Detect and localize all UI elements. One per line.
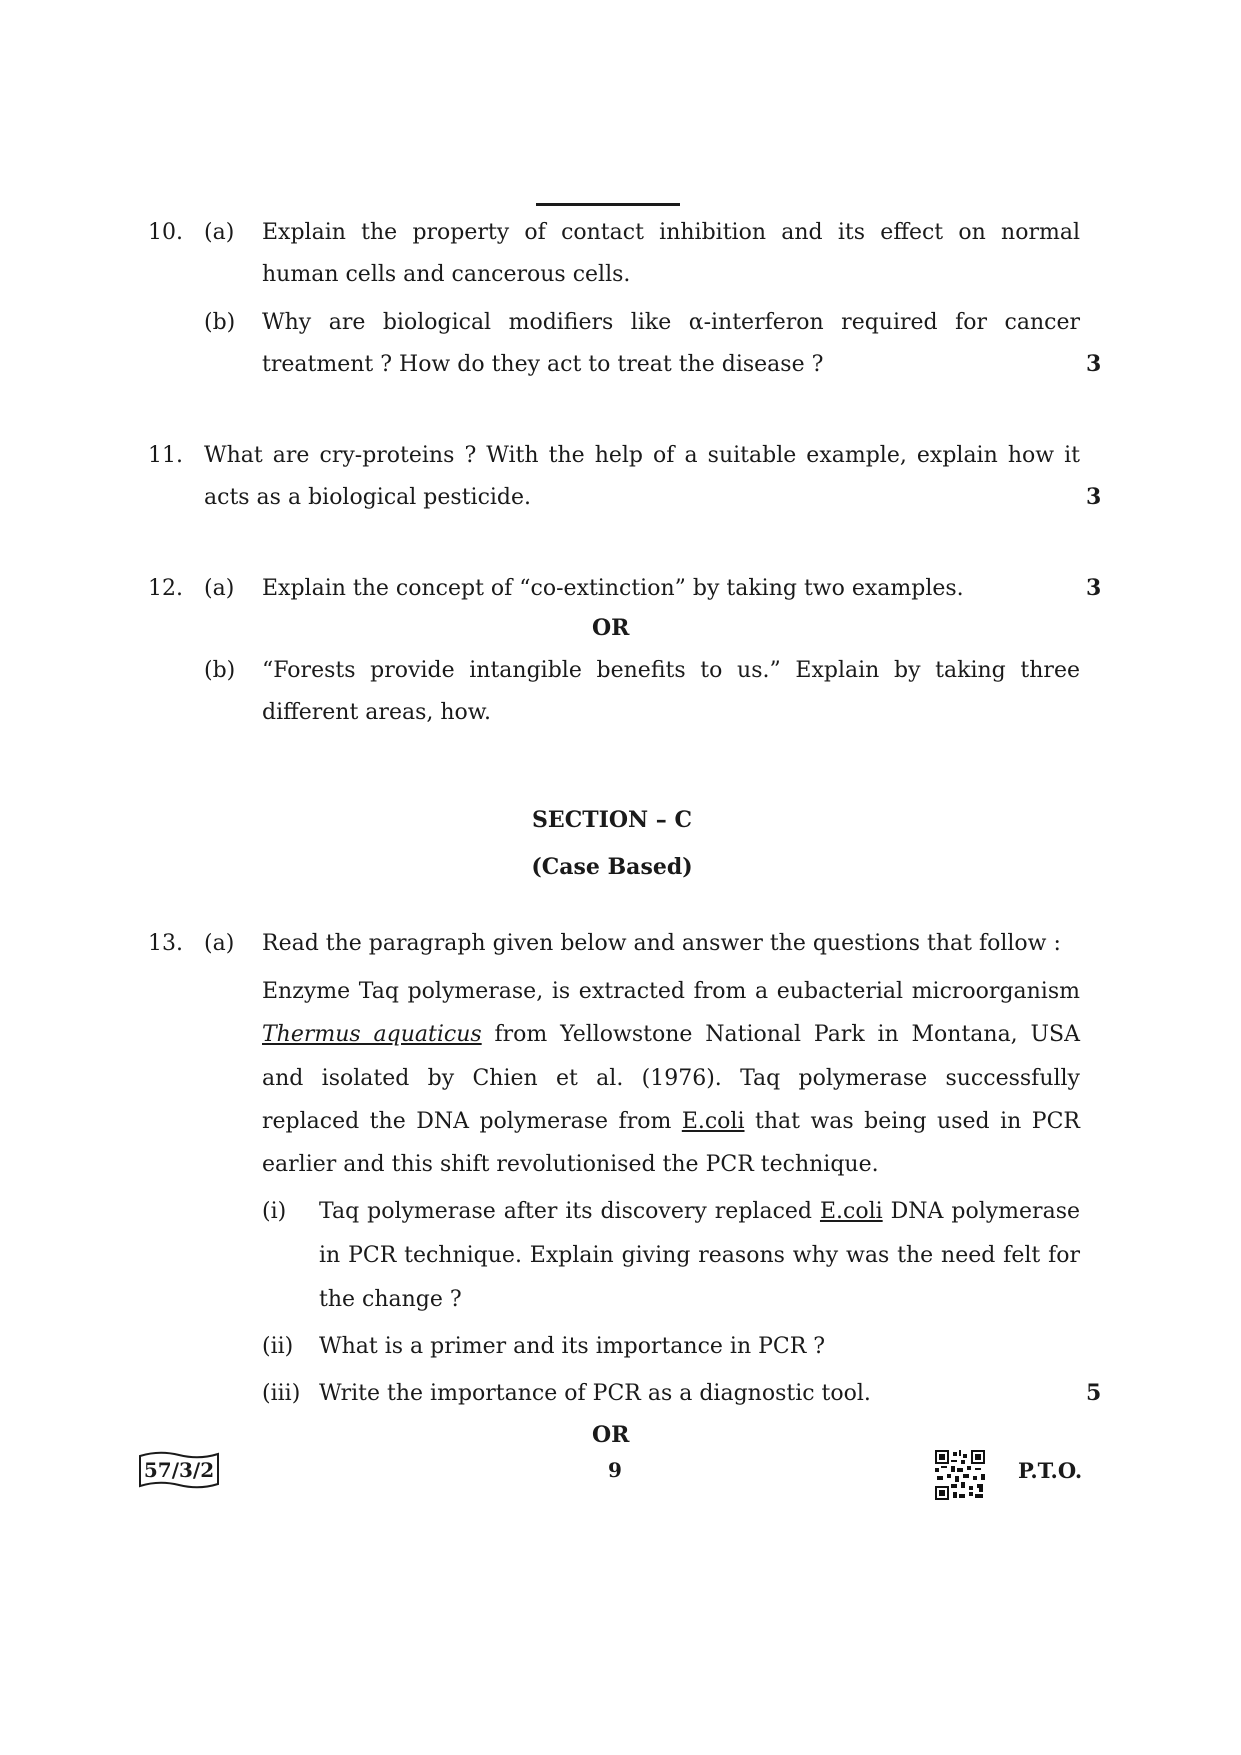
q13-para-line4-a: replaced the DNA polymerase from (262, 1109, 682, 1134)
q13-ii-label: (ii) (262, 1334, 294, 1359)
paper-code: 57/3/2 (143, 1458, 215, 1482)
q13-para-line4-b: that was being used in PCR (744, 1109, 1080, 1134)
q13-intro: Read the paragraph given below and answer the questions that follow : (262, 931, 1061, 956)
species-name: Thermus aquaticus (262, 1022, 482, 1047)
q13-para-line2-rest: from Yellowstone National Park in Montana, USA (481, 1022, 1080, 1047)
q10-a-line2: human cells and cancerous cells. (262, 262, 631, 287)
q10-a-label: (a) (204, 220, 235, 245)
q13-a-label: (a) (204, 931, 235, 956)
q13-i-line1-a: Taq polymerase after its discovery replaced (319, 1199, 820, 1224)
pto-label: P.T.O. (1018, 1458, 1083, 1483)
q13-marks: 5 (1086, 1380, 1102, 1406)
q10-b-line2: treatment ? How do they act to treat the disease ? (262, 352, 824, 377)
page-number: 9 (608, 1458, 622, 1482)
q12-b-label: (b) (204, 658, 236, 683)
q11-line2: acts as a biological pesticide. (204, 485, 532, 510)
q13-para-line3: and isolated by Chien et al. (1976). Taq polymerase successfully (262, 1066, 1080, 1091)
q12-b-line2: different areas, how. (262, 700, 491, 725)
q11-number: 11. (148, 443, 183, 468)
q12-b-line1: “Forests provide intangible benefits to us.” Explain by taking three (262, 658, 1080, 683)
q13-number: 13. (148, 931, 183, 956)
q13-para-line4 (262, 1101, 1080, 1142)
section-title: SECTION – C (532, 807, 692, 833)
q13-i-line2: in PCR technique. Explain giving reasons why was the need felt for (319, 1243, 1080, 1268)
q10-number: 10. (148, 220, 183, 245)
q13-i-label: (i) (262, 1199, 287, 1224)
q10-a-line1: Explain the property of contact inhibition and its effect on normal (262, 220, 1080, 245)
q10-b-label: (b) (204, 310, 236, 335)
qr-code-icon (935, 1450, 985, 1500)
q13-para-line1: Enzyme Taq polymerase, is extracted from a eubacterial microorganism (262, 979, 1080, 1004)
ecoli-term: E.coli (819, 1199, 883, 1224)
q13-i-line3: the change ? (319, 1287, 462, 1312)
q13-para-line5: earlier and this shift revolutionised the PCR technique. (262, 1152, 879, 1177)
q13-ii-line1: What is a primer and its importance in PCR ? (319, 1334, 826, 1359)
paper-code-tag (137, 1450, 221, 1490)
top-divider (536, 203, 680, 206)
q12-marks: 3 (1086, 575, 1102, 601)
section-subtitle: (Case Based) (531, 854, 693, 880)
q11-line1: What are cry-proteins ? With the help of a suitable example, explain how it (204, 443, 1080, 468)
q13-iii-label: (iii) (262, 1381, 301, 1406)
q10-marks: 3 (1086, 351, 1102, 377)
q13-or: OR (592, 1422, 630, 1448)
ecoli-term: E.coli (681, 1109, 745, 1134)
q13-i-line1 (319, 1191, 1080, 1232)
q10-b-line1: Why are biological modifiers like α-interferon required for cancer (262, 310, 1080, 335)
q12-or: OR (592, 615, 630, 641)
q12-number: 12. (148, 576, 183, 601)
q13-i-line1-b: DNA polymerase (882, 1199, 1080, 1224)
q12-a-label: (a) (204, 576, 235, 601)
q12-a-line1: Explain the concept of “co-extinction” by taking two examples. (262, 576, 964, 601)
q13-iii-line1: Write the importance of PCR as a diagnostic tool. (319, 1381, 871, 1406)
q13-para-line2 (262, 1014, 1080, 1055)
q11-marks: 3 (1086, 484, 1102, 510)
